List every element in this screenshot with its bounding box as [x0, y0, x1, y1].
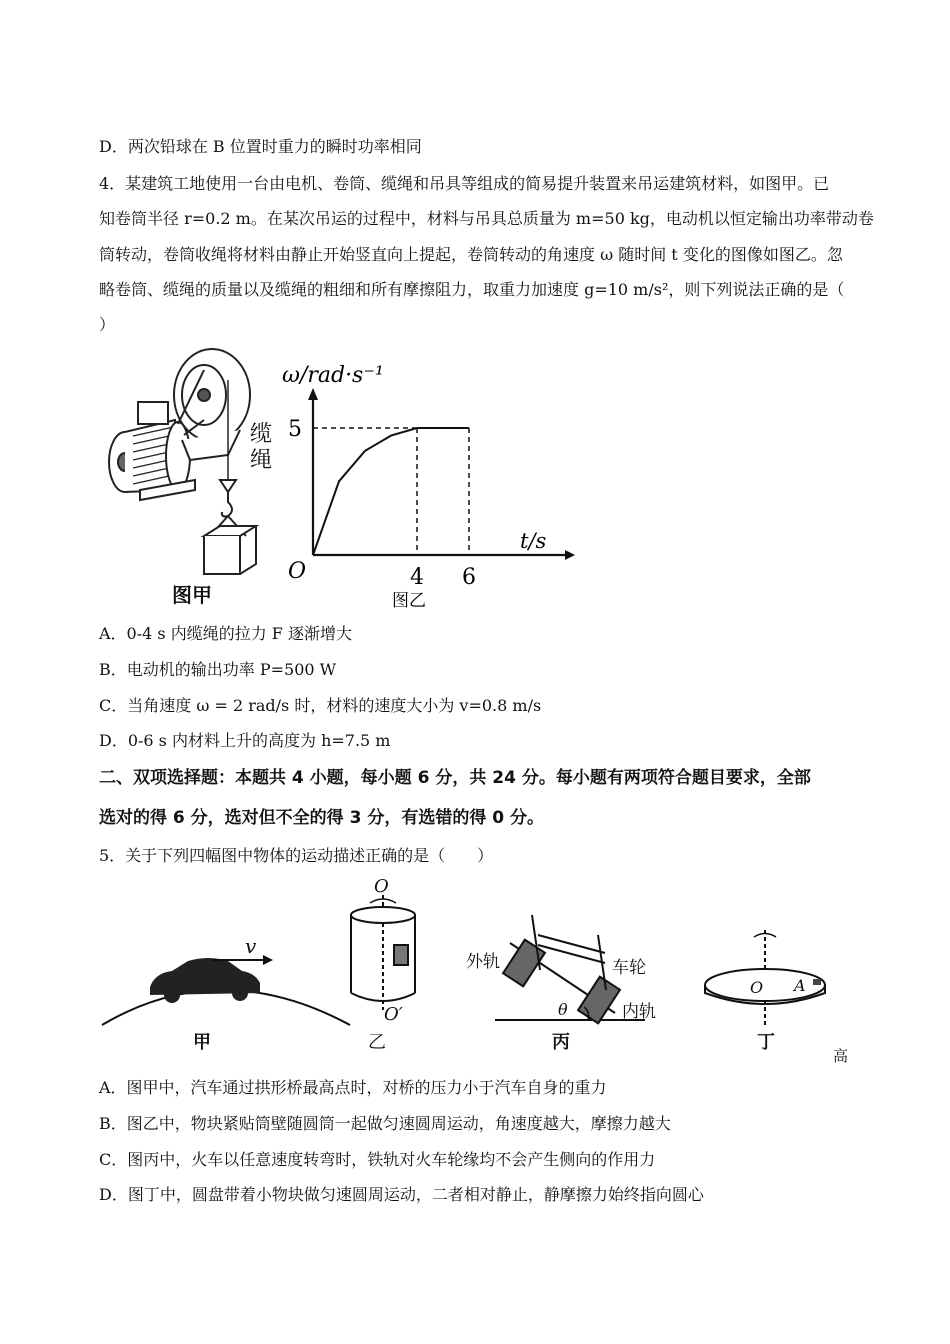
q5-stem: 5．关于下列四幅图中物体的运动描述正确的是（ ）: [99, 846, 494, 865]
q5-option-c: C．图丙中，火车以任意速度转弯时，铁轨对火车轮缘均不会产生侧向的作用力: [99, 1150, 656, 1169]
origin-label: O: [288, 559, 307, 584]
q4-option-a: A．0-4 s 内缆绳的拉力 F 逐渐增大: [99, 624, 352, 643]
figure-jia-caption: 图甲: [172, 583, 212, 607]
q4-stem-line-3: 筒转动，卷筒收绳将材料由静止开始竖直向上提起，卷筒转动的角速度 ω 随时间 t 变化的图像如图乙。忽: [99, 245, 843, 264]
prev-option-d: D．两次铅球在 B 位置时重力的瞬时功率相同: [99, 137, 422, 156]
omega-curve: [313, 428, 469, 555]
q4-stem-line-4: 略卷筒、缆绳的质量以及缆绳的粗细和所有摩擦阻力，取重力加速度 g=10 m/s²，则下列说法正确的是（: [99, 280, 845, 299]
figure-bing-caption: 丙: [552, 1032, 570, 1053]
figure-yi-chart: [280, 360, 580, 615]
wheel-label: 车轮: [612, 958, 646, 978]
figure-yi-caption: 图乙: [392, 591, 426, 611]
y-axis-label: ω/rad·s⁻¹: [282, 363, 384, 388]
y-axis-arrow: [308, 388, 318, 400]
q4-option-c: C．当角速度 ω = 2 rad/s 时，材料的速度大小为 v=0.8 m/s: [99, 696, 542, 715]
rope-label: 缆绳: [250, 422, 273, 473]
inner-rail-label: 内轨: [622, 1002, 656, 1022]
q4-option-b: B．电动机的输出功率 P=500 W: [99, 660, 337, 679]
q5-option-a: A．图甲中，汽车通过拱形桥最高点时，对桥的压力小于汽车自身的重力: [99, 1078, 607, 1097]
q4-stem-line-1: 4．某建筑工地使用一台由电机、卷筒、缆绳和吊具等组成的简易提升装置来吊运建筑材料，如图甲。已: [99, 174, 830, 193]
figure-ding-caption: 丁: [757, 1032, 775, 1053]
q5-option-b: B．图乙中，物块紧贴筒壁随圆筒一起做匀速圆周运动，角速度越大，摩擦力越大: [99, 1114, 671, 1133]
figure-jia-car: [102, 955, 350, 1025]
x-axis-label: t/s: [520, 529, 547, 553]
q5-option-d: D．图丁中，圆盘带着小物块做匀速圆周运动，二者相对静止，静摩擦力始终指向圆心: [99, 1185, 704, 1204]
disk-point-label: A: [794, 976, 806, 995]
x-tick-label-4: 4: [410, 565, 424, 590]
outer-rail-label: 外轨: [466, 952, 500, 972]
x-axis-arrow: [565, 550, 575, 560]
figure-yi-caption-q5: 乙: [368, 1032, 386, 1053]
section2-header-line-2: 选对的得 6 分，选对但不全的得 3 分，有选错的得 0 分。: [99, 808, 544, 828]
cylinder-bottom-axis-label: O′: [384, 1004, 403, 1025]
car-velocity-label: v: [245, 934, 257, 958]
stray-character: 高: [833, 1047, 849, 1065]
x-tick-label-6: 6: [462, 565, 476, 590]
figure-jia-caption-q5: 甲: [193, 1032, 211, 1053]
figure-ding-disk: [705, 930, 825, 1025]
cylinder-top-axis-label: O: [374, 876, 389, 897]
q4-stem-line-2: 知卷筒半径 r=0.2 m。在某次吊运的过程中，材料与吊具总质量为 m=50 kg，电动机以恒定输出功率带动卷: [99, 209, 874, 228]
figure-yi-cylinder: [351, 895, 415, 1010]
section2-header-line-1: 二、双项选择题：本题共 4 小题，每小题 6 分，共 24 分。每小题有两项符合题目要求，全部: [99, 768, 811, 788]
figure-jia-winch: [100, 340, 280, 615]
q4-option-d: D．0-6 s 内材料上升的高度为 h=7.5 m: [99, 731, 391, 750]
disk-center-label: O: [750, 978, 764, 997]
y-tick-label-5: 5: [288, 417, 302, 442]
theta-label: θ: [558, 1000, 568, 1019]
q4-stem-line-5: ）: [99, 315, 116, 334]
